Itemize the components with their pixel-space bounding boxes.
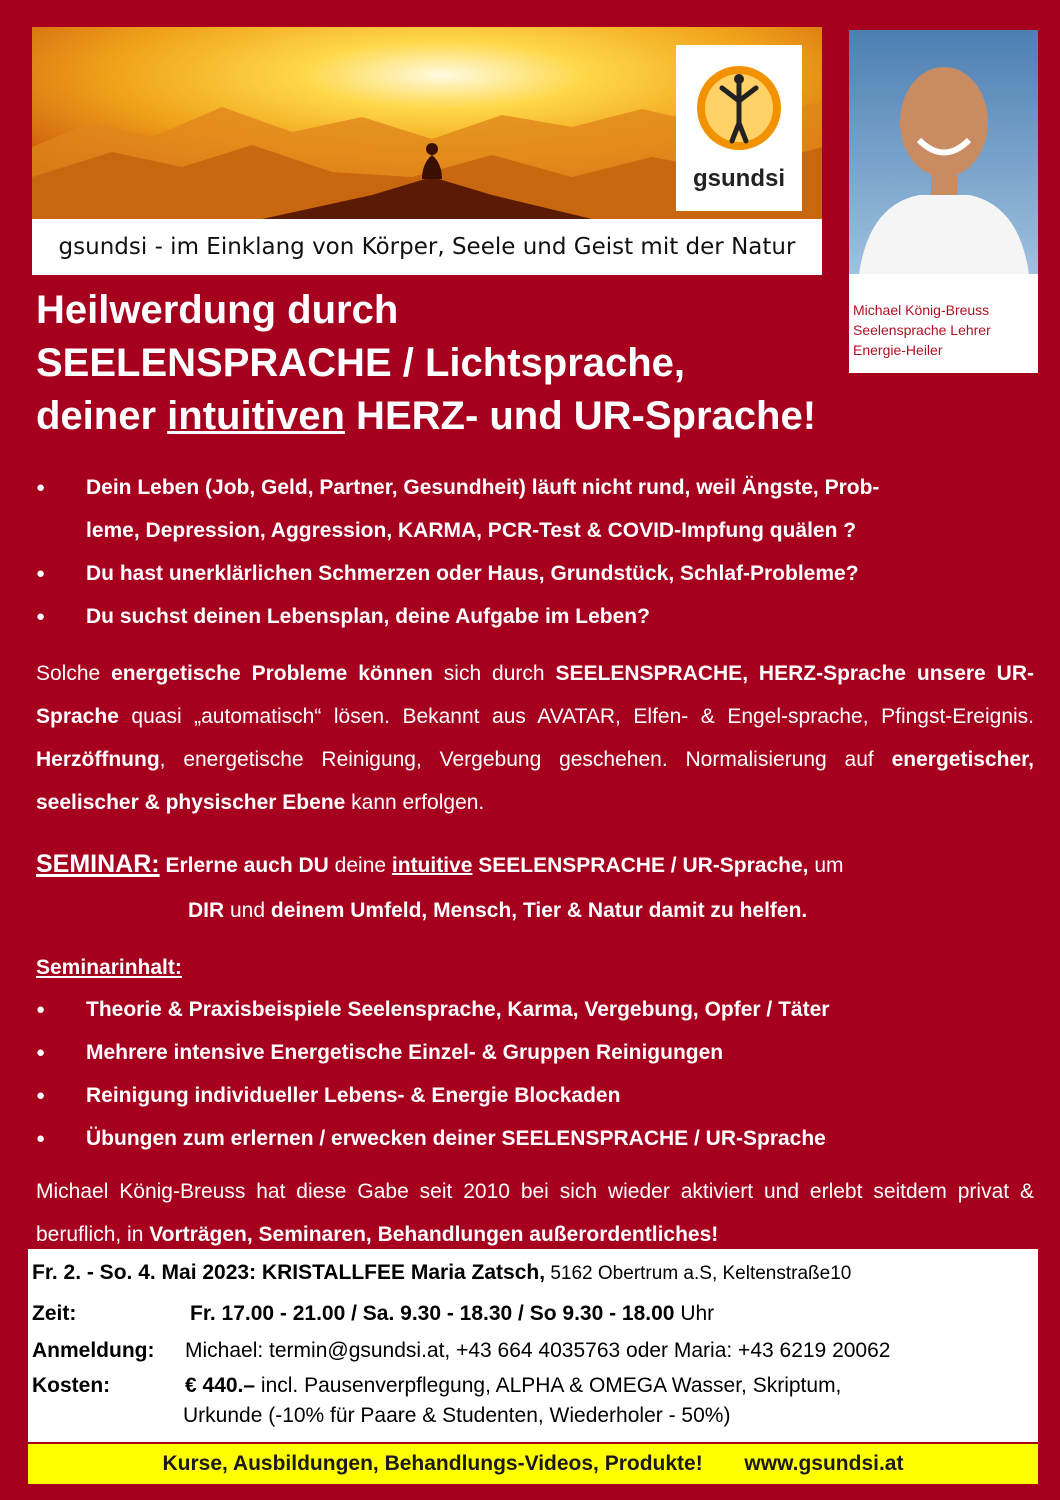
event-time: Zeit: Fr. 17.00 - 21.00 / Sa. 9.30 - 18.30 / So 9.30 - 18.00 Uhr <box>32 1302 715 1325</box>
seminar-label: SEMINAR: <box>36 850 160 878</box>
list-item: ● Mehrere intensive Energetische Einzel- & Gruppen Reinigungen <box>0 1031 1060 1074</box>
list-item: ● Du hast unerklärlichen Schmerzen oder Haus, Grundstück, Schlaf-Probleme? <box>0 552 1060 595</box>
bullet-icon: ● <box>36 1087 46 1104</box>
event-date-venue: Fr. 2. - So. 4. Mai 2023: KRISTALLFEE Maria Zatsch, 5162 Obertrum a.S, Keltenstraße10 <box>32 1261 852 1284</box>
event-registration: Anmeldung: Michael: termin@gsundsi.at, +43 664 4035763 oder Maria: +43 6219 20062 <box>32 1339 891 1362</box>
headline-underlined: intuitiven <box>167 394 345 438</box>
website-link[interactable]: www.gsundsi.at <box>744 1452 904 1475</box>
list-item: ● Reinigung individueller Lebens- & Energie Blockaden <box>0 1074 1060 1117</box>
event-cost-note: Urkunde (-10% für Paare & Studenten, Wiederholer - 50%) <box>183 1404 731 1427</box>
bullet-icon: ● <box>36 608 46 625</box>
list-item: ● Du suchst deinen Lebensplan, deine Aufgabe im Leben? <box>0 595 1060 638</box>
bullet-icon: ● <box>36 479 46 496</box>
bullet-icon: ● <box>36 1044 46 1061</box>
person-photo <box>849 30 1038 274</box>
closing-paragraph: Michael König-Breuss hat diese Gabe seit 2010 bei sich wieder aktiviert und erlebt seitdem privat & beruflich, in Vorträgen, Seminaren, Behandlungen außerordentliches! <box>36 1180 1034 1246</box>
headline: Heilwerdung durch <box>36 288 399 332</box>
person-role: Seelensprache Lehrer <box>853 322 991 338</box>
bullet-icon: ● <box>36 1130 46 1147</box>
intro-paragraph: Solche energetische Probleme können sich durch SEELENSPRACHE, HERZ-Sprache unsere UR-Sprache quasi „automatisch“ lösen. Bekannt aus AVATAR, Elfen- & Engel-sprache, Pfingst-Ereignis. Herzöffnung, energetische Reinigung, Vergebung geschehen. Normalisierung auf energetischer, seelischer & physischer Ebene kann erfolgen. <box>36 662 1034 814</box>
gsundsi-logo <box>676 45 802 211</box>
bullet-icon: ● <box>36 565 46 582</box>
headline: deiner intuitiven HERZ- und UR-Sprache! <box>36 394 817 438</box>
list-item: ● Übungen zum erlernen / erwecken deiner SEELENSPRACHE / UR-Sprache <box>0 1117 1060 1160</box>
seminar-line: SEMINAR: Erlerne auch DU deine intuitive SEELENSPRACHE / UR-Sprache, um <box>36 850 844 878</box>
list-item: ● Dein Leben (Job, Geld, Partner, Gesundheit) läuft nicht rund, weil Ängste, Prob- <box>0 466 1060 509</box>
headline: SEELENSPRACHE / Lichtsprache, <box>36 341 686 385</box>
footer-bar <box>28 1444 1038 1484</box>
person-name: Michael König-Breuss <box>853 302 990 318</box>
event-info-box <box>28 1249 1038 1442</box>
tagline: gsundsi - im Einklang von Körper, Seele und Geist mit der Natur <box>32 219 822 275</box>
header-banner <box>32 27 822 275</box>
person-role: Energie-Heiler <box>853 342 943 358</box>
event-cost: Kosten: € 440.– incl. Pausenverpflegung, ALPHA & OMEGA Wasser, Skriptum, <box>32 1374 842 1397</box>
footer-offer: Kurse, Ausbildungen, Behandlungs-Videos, Produkte! <box>162 1452 703 1475</box>
list-item: ● Theorie & Praxisbeispiele Seelensprache, Karma, Vergebung, Opfer / Täter <box>0 988 1060 1031</box>
section-title: Seminarinhalt: <box>36 956 182 979</box>
logo-text: gsundsi <box>692 165 785 192</box>
logo-emblem-icon <box>694 53 784 163</box>
person-card <box>849 30 1038 373</box>
seminar-line: DIR und deinem Umfeld, Mensch, Tier & Natur damit zu helfen. <box>188 899 808 922</box>
list-item-continuation: leme, Depression, Aggression, KARMA, PCR-Test & COVID-Impfung quälen ? <box>86 519 857 542</box>
bullet-icon: ● <box>36 1001 46 1018</box>
